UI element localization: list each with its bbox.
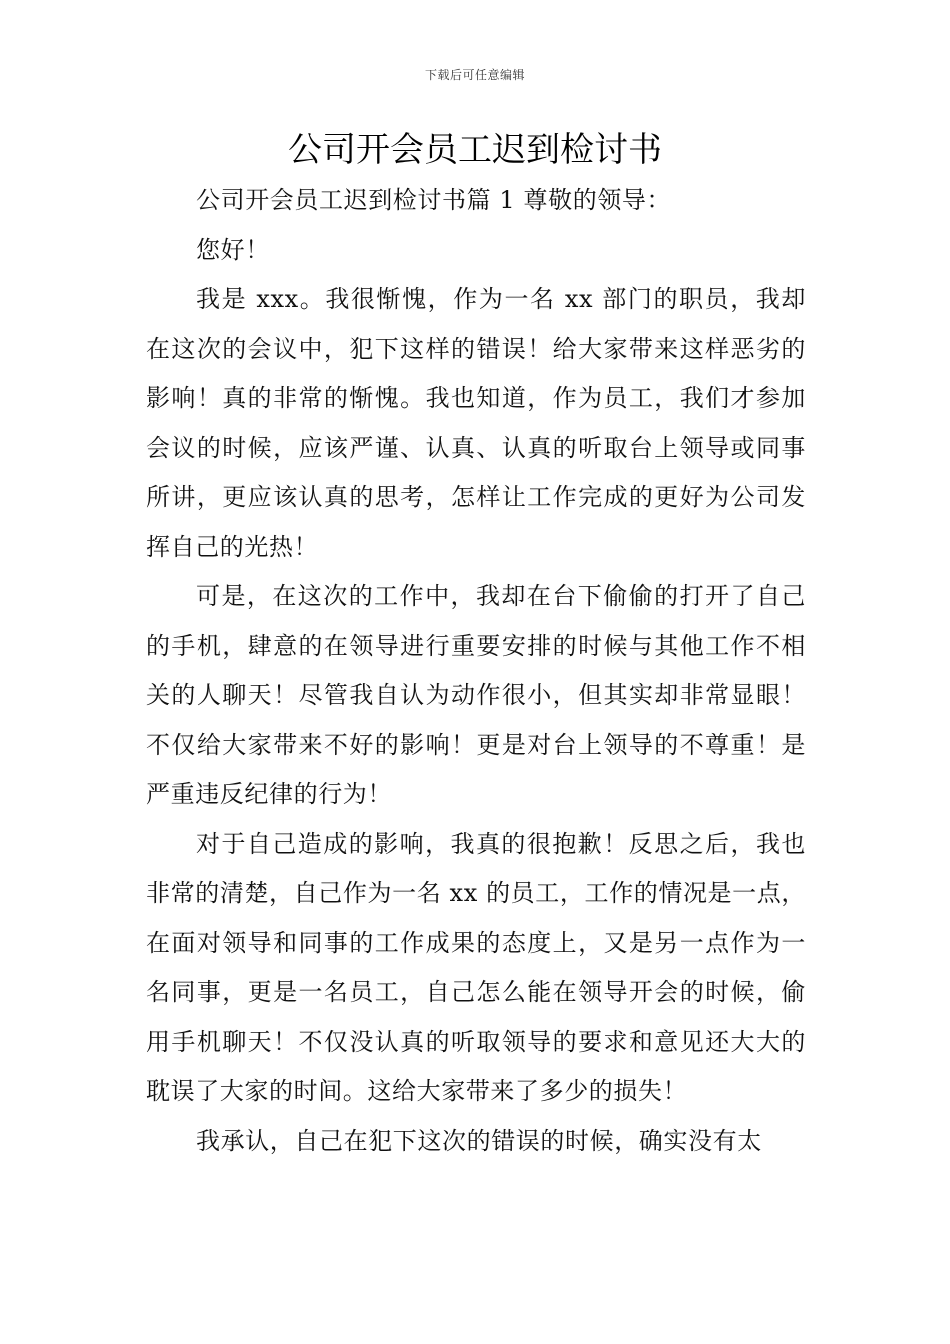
header-note: 下载后可任意编辑 xyxy=(424,68,525,82)
paragraph-body-2: 可是，在这次的工作中，我却在台下偷偷的打开了自己的手机，肆意的在领导进行重要安排的时候与其他工作不相关的人聊天！尽管我自认为动作很小，但其实却非常显眼！不仅给大家带来不好的影响！更是对台上领导的不尊重！是严重违反纪律的行为！ xyxy=(146,582,806,808)
paragraph-body-4: 我承认，自己在犯下这次的错误的时候，确实没有太 xyxy=(196,1126,762,1155)
paragraph-salutation: 公司开会员工迟到检讨书篇 1 尊敬的领导： xyxy=(196,186,672,214)
document-title: 公司开会员工迟到检讨书 xyxy=(288,130,662,170)
paragraph-greeting: 您好！ xyxy=(196,235,270,264)
paragraph-body-1: 我是 xxx。我很惭愧，作为一名 xx 部门的职员，我却在这次的会议中，犯下这样的错误！给大家带来这样恶劣的影响！真的非常的惭愧。我也知道，作为员工，我们才参加会议的时候，应该严谨、认真、认真的听取台上领导或同事所讲，更应该认真的思考，怎样让工作完成的更好为公司发挥自己的光热！ xyxy=(146,285,806,561)
paragraph-body-3: 对于自己造成的影响，我真的很抱歉！反思之后，我也非常的清楚，自己作为一名 xx 的员工，工作的情况是一点，在面对领导和同事的工作成果的态度上，又是另一点作为一名同事，更是一名员工，自己怎么能在领导开会的时候，偷用手机聊天！不仅没认真的听取领导的要求和意见还大大的耽误了大家的时间。这给大家带来了多少的损失！ xyxy=(146,829,806,1105)
document-body xyxy=(146,176,806,1166)
